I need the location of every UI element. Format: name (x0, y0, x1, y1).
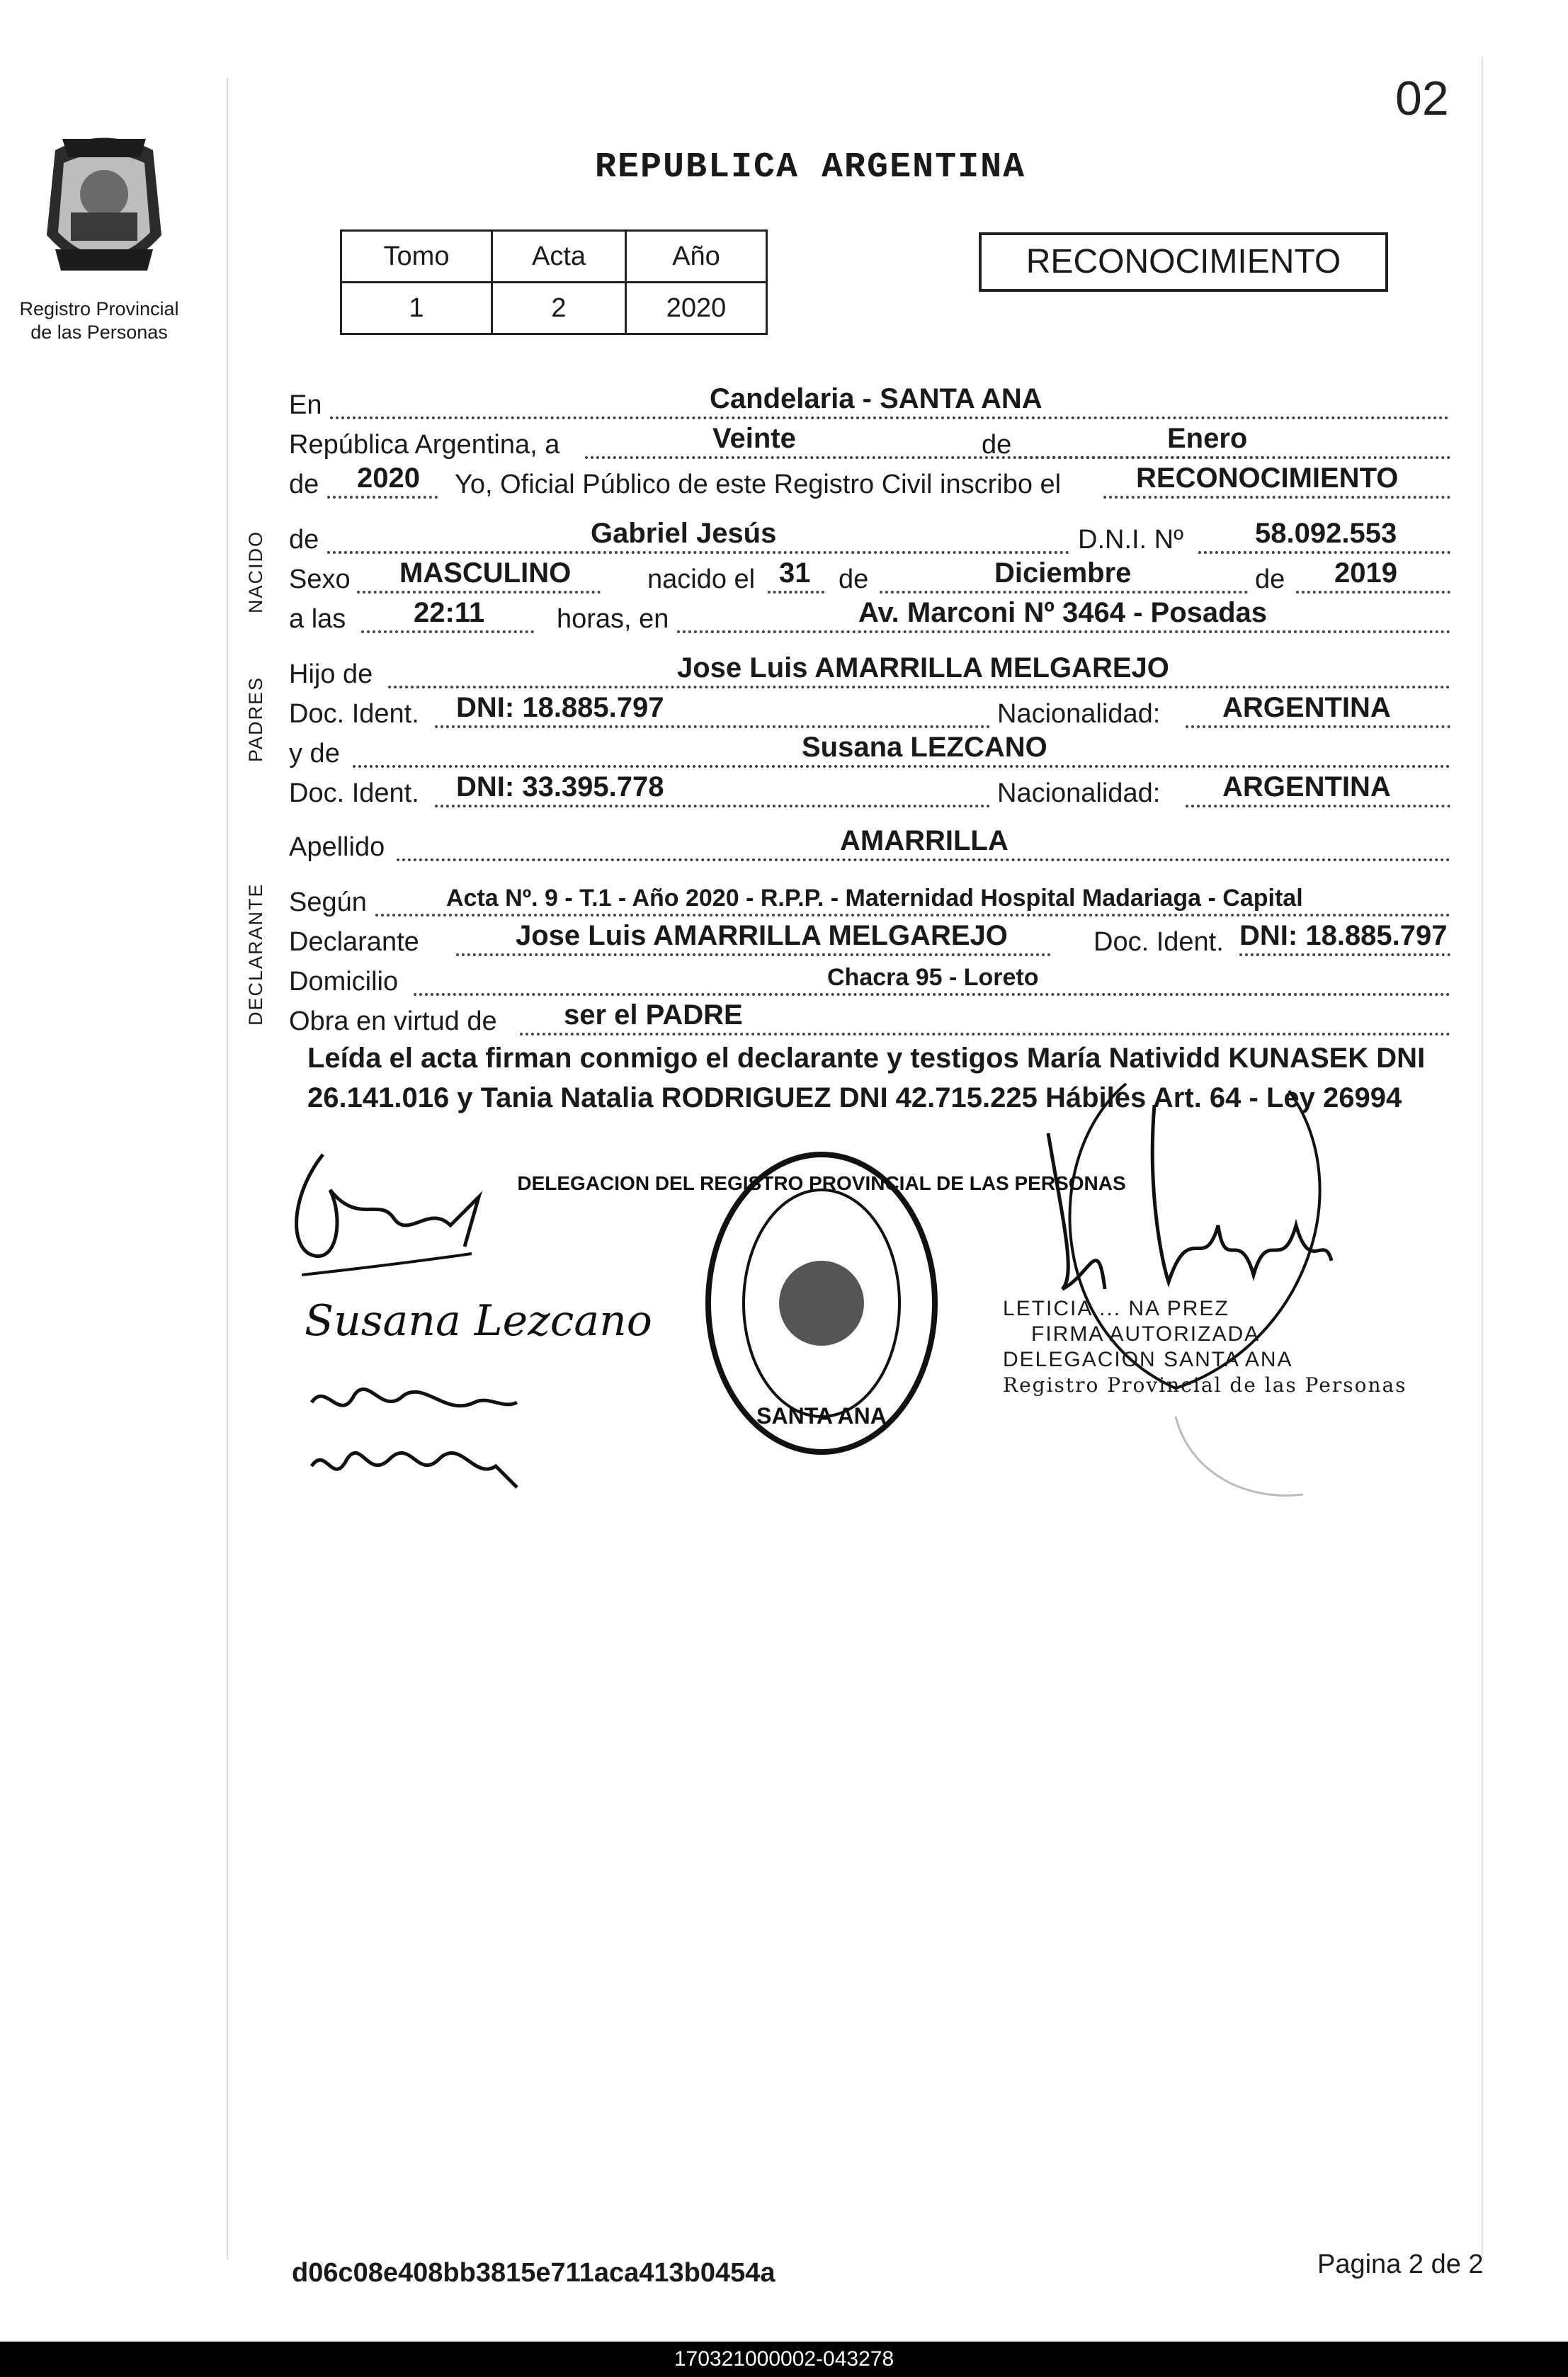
line-child: de Gabriel Jesús D.N.I. Nº 58.092.553 (289, 517, 1450, 560)
official-stamp: LETICIA ... NA PREZ FIRMA AUTORIZADA DELEGACION SANTA ANA Registro Provincial de las Personas (1003, 1297, 1407, 1397)
month-value: Enero (1167, 423, 1248, 454)
registry-oval-stamp (517, 1140, 1126, 1480)
line-surname: Apellido AMARRILLA (289, 824, 1450, 867)
line-address: Domicilio Chacra 95 - Loreto (289, 959, 1450, 1002)
child-name-value: Gabriel Jesús (591, 518, 777, 549)
father-nationality-value: ARGENTINA (1222, 692, 1391, 723)
mother-nationality-value: ARGENTINA (1222, 771, 1391, 802)
official-signature (1034, 1048, 1360, 1516)
registry-table (340, 229, 768, 335)
line-father-doc: Doc. Ident. DNI: 18.885.797 Nacionalidad: ARGENTINA (289, 691, 1450, 734)
birth-time-value: 22:11 (414, 597, 485, 628)
birth-year-value: 2019 (1334, 557, 1397, 589)
day-value: Veinte (712, 423, 796, 454)
line-segun: Según Acta Nº. 9 - T.1 - Año 2020 - R.P.P. - Maternidad Hospital Madariaga - Capital (289, 880, 1450, 922)
document-hash: d06c08e408bb3815e711aca413b0454a (292, 2258, 776, 2288)
line-date: República Argentina, a Veinte de Enero (289, 422, 1450, 465)
section-label-padres: PADRES (245, 676, 266, 762)
mother-signature: Susana Lezcano (305, 1296, 652, 1346)
place-value: Candelaria - SANTA ANA (710, 383, 1043, 414)
document-title: REPUBLICA ARGENTINA (595, 147, 1026, 188)
line-sex: Sexo MASCULINO nacido el 31 de Diciembre de 2019 (289, 557, 1450, 599)
province-crest-logo (34, 129, 174, 292)
declarant-signature (280, 1133, 507, 1289)
stamp-outer-text: DELEGACION DEL REGISTRO PROVINCIAL DE LAS PERSONAS (517, 1172, 1126, 1194)
right-margin-rule (1482, 57, 1483, 2259)
child-dni-value: 58.092.553 (1255, 518, 1397, 549)
father-name-value: Jose Luis AMARRILLA MELGAREJO (677, 652, 1169, 683)
father-doc-value: DNI: 18.885.797 (456, 692, 664, 723)
table-value-anio: 2020 (626, 283, 767, 334)
mother-doc-value: DNI: 33.395.778 (456, 771, 664, 802)
surname-value: AMARRILLA (840, 825, 1009, 856)
witness-signatures (305, 1374, 531, 1516)
mother-name-value: Susana LEZCANO (802, 732, 1047, 763)
line-father: Hijo de Jose Luis AMARRILLA MELGAREJO (289, 652, 1450, 694)
table-header-tomo: Tomo (341, 231, 492, 283)
act-type-box: RECONOCIMIENTO (979, 232, 1388, 292)
birth-day-value: 31 (779, 557, 811, 589)
birth-month-value: Diciembre (994, 557, 1132, 589)
left-margin-rule (227, 78, 228, 2259)
closing-statement: Leída el acta firman conmigo el declarante y testigos María Natividd KUNASEK DNI 26.141.016 y Tania Natalia RODRIGUEZ DNI 42.715.225 Hábiles Art. 64 - Ley 26994 (307, 1043, 1426, 1113)
table-value-acta: 2 (492, 283, 626, 334)
line-declarant: Declarante Jose Luis AMARRILLA MELGAREJO Doc. Ident. DNI: 18.885.797 (289, 919, 1450, 962)
act-kind-value: RECONOCIMIENTO (1136, 463, 1399, 494)
page-number: 02 (1395, 72, 1449, 125)
declarant-name-value: Jose Luis AMARRILLA MELGAREJO (516, 920, 1008, 951)
table-header-anio: Año (626, 231, 767, 283)
year-value: 2020 (357, 463, 420, 494)
line-year: de 2020 Yo, Oficial Público de este Registro Civil inscribo el RECONOCIMIENTO (289, 462, 1450, 504)
line-mother-doc: Doc. Ident. DNI: 33.395.778 Nacionalidad: ARGENTINA (289, 771, 1450, 813)
pagination: Pagina 2 de 2 (1317, 2250, 1484, 2279)
address-value: Chacra 95 - Loreto (827, 964, 1039, 991)
section-label-nacido: NACIDO (245, 530, 266, 613)
line-birth-time-place: a las 22:11 horas, en Av. Marconi Nº 3464 - Posadas (289, 596, 1450, 639)
logo-caption: Registro Provincial de las Personas (19, 298, 179, 343)
line-obra: Obra en virtud de ser el PADRE (289, 999, 1450, 1041)
section-label-declarante: DECLARANTE (245, 883, 266, 1026)
obra-value: ser el PADRE (564, 999, 743, 1031)
line-mother: y de Susana LEZCANO (289, 731, 1450, 773)
footer-code: 170321000002-043278 (0, 2342, 1568, 2377)
sex-value: MASCULINO (399, 557, 572, 589)
table-value-tomo: 1 (341, 283, 492, 334)
table-header-acta: Acta (492, 231, 626, 283)
line-place: En Candelaria - SANTA ANA (289, 382, 1450, 425)
birth-place-value: Av. Marconi Nº 3464 - Posadas (858, 597, 1268, 628)
stamp-center-text: SANTA ANA (756, 1403, 887, 1429)
declarant-doc-value: DNI: 18.885.797 (1239, 920, 1448, 951)
segun-value: Acta Nº. 9 - T.1 - Año 2020 - R.P.P. - Maternidad Hospital Madariaga - Capital (446, 885, 1303, 912)
